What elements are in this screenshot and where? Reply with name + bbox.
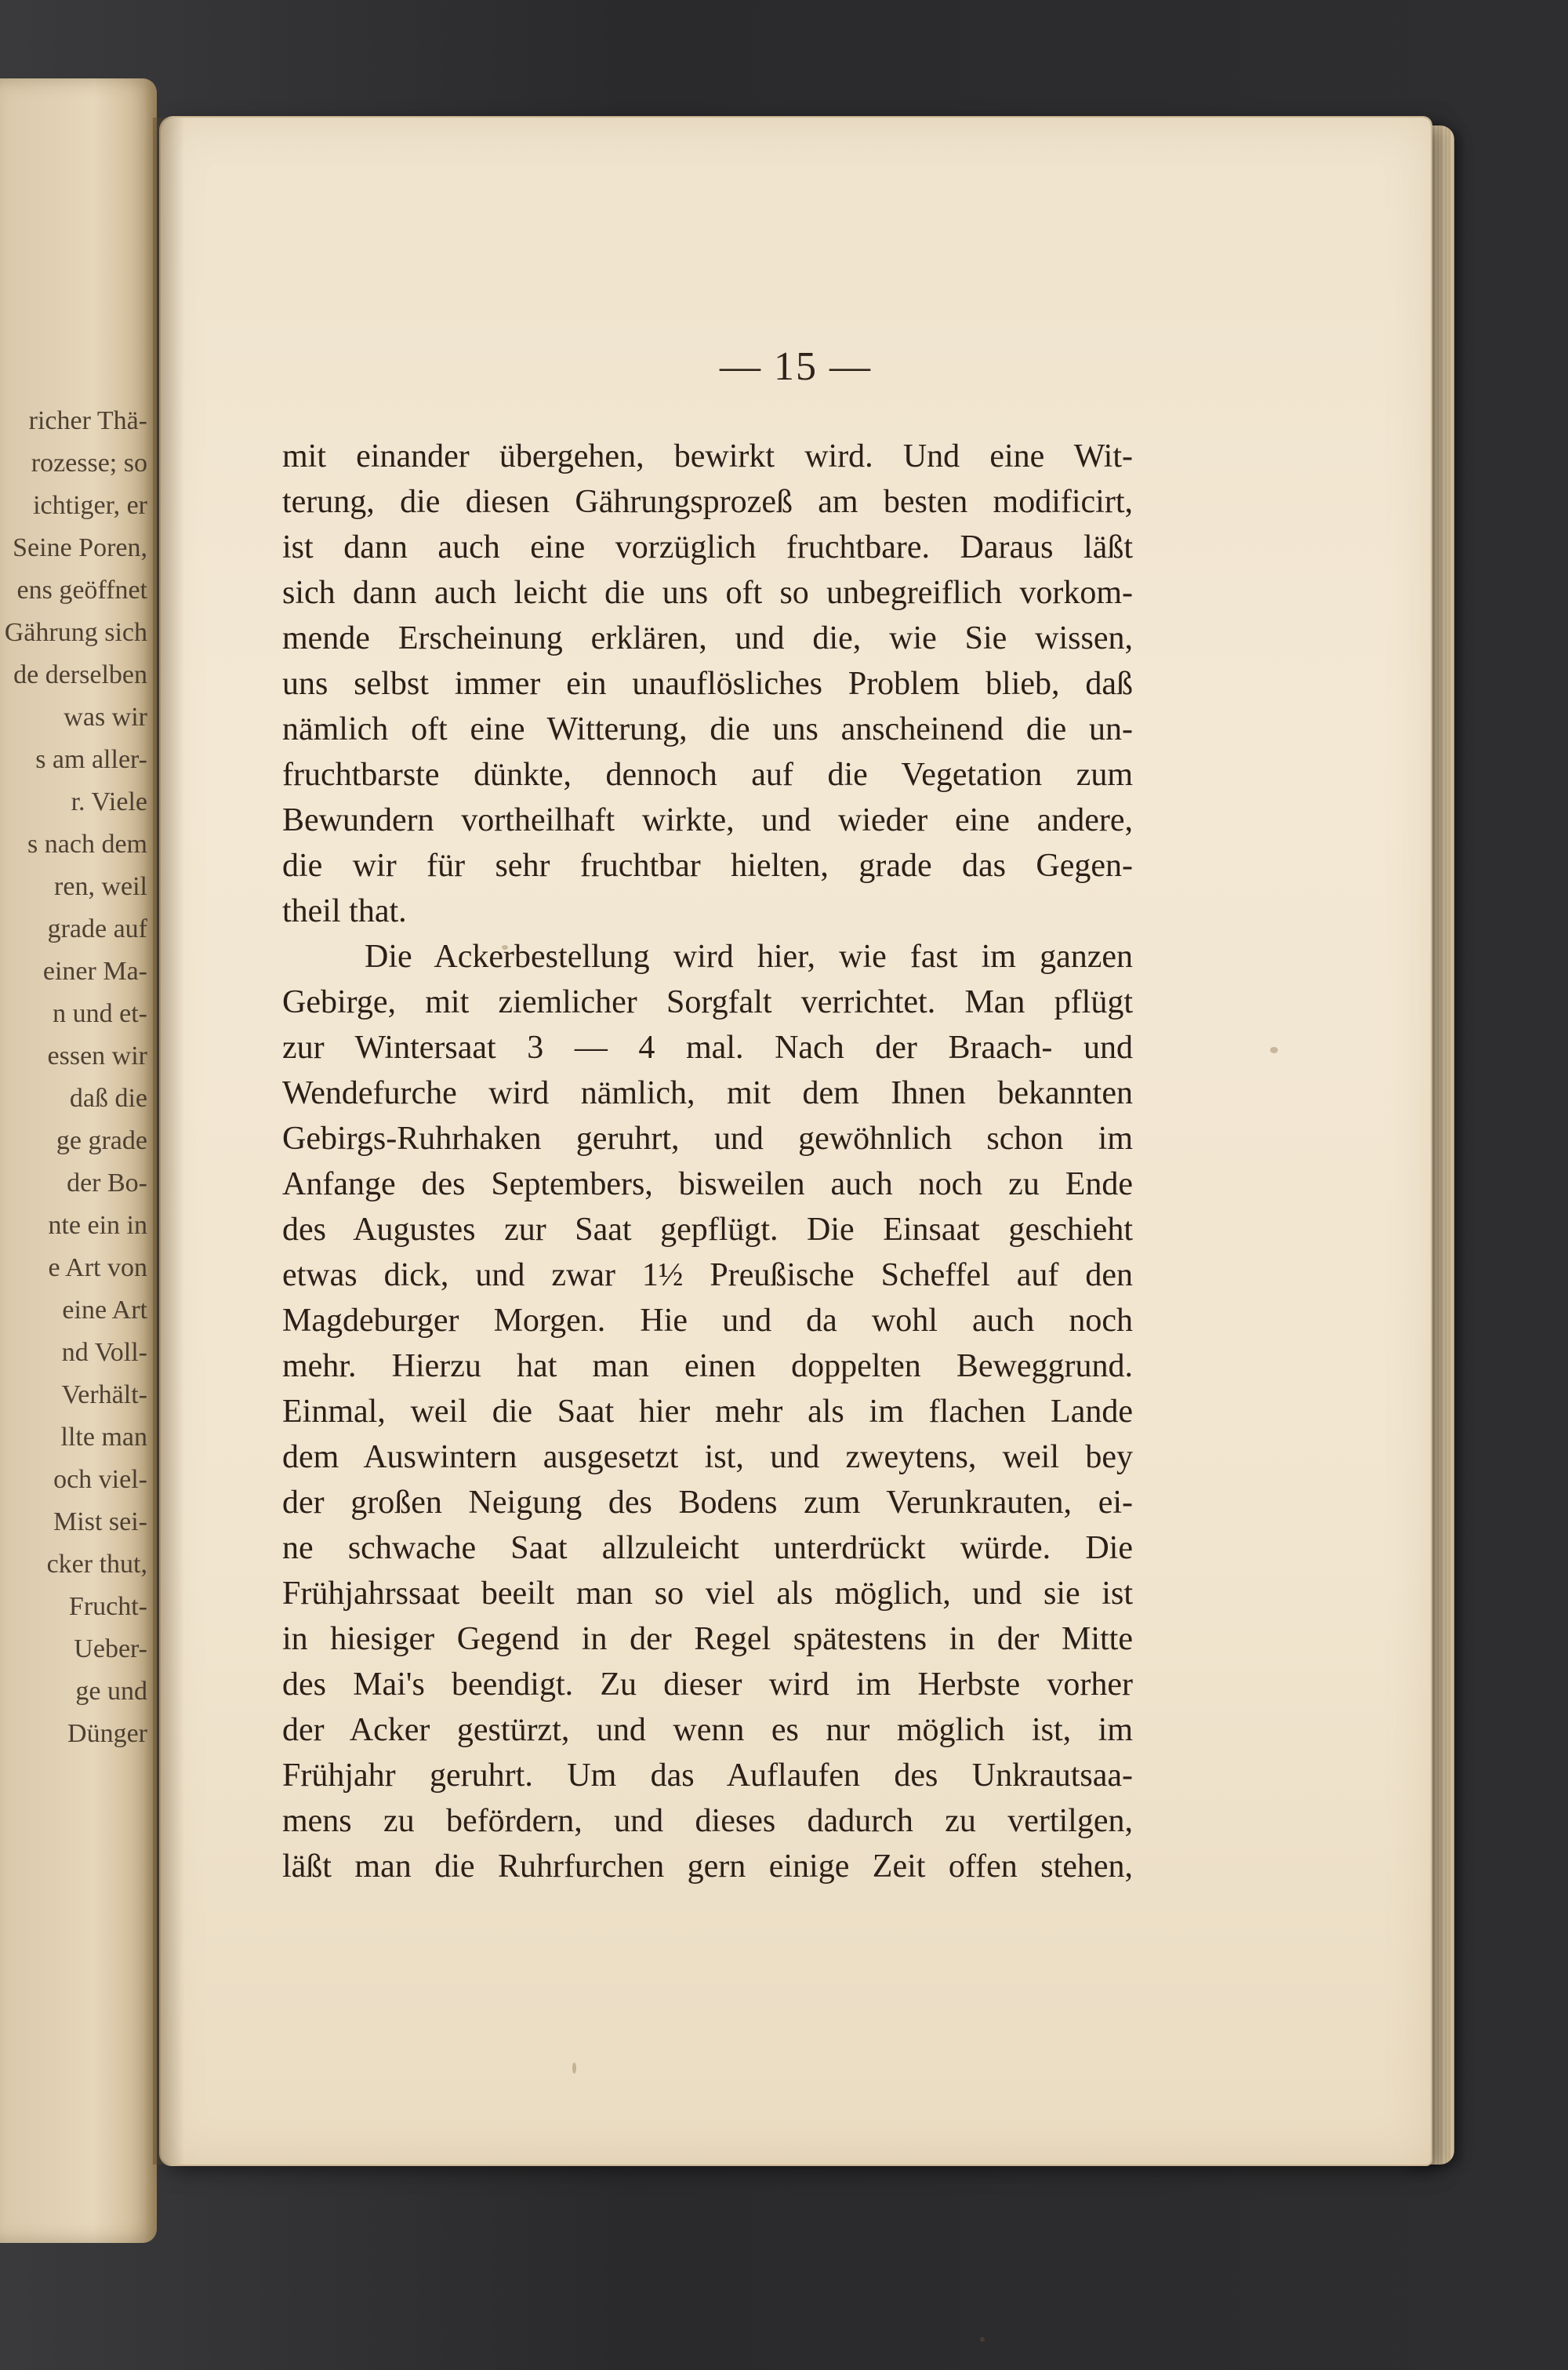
left-page-line: Verhält- [61,1380,147,1409]
left-page-line: cker thut, [46,1550,147,1579]
text-line: der Acker gestürzt, und wenn es nur möglich ist, im [282,1712,1133,1748]
page-gutter-shadow [153,118,184,2165]
left-page-line: s nach dem [27,830,147,859]
left-page-line: r. Viele [71,787,147,816]
left-page-line: de derselben [13,660,147,689]
text-line: Gebirge, mit ziemlicher Sorgfalt verrichtet. Man pflügt [282,984,1133,1020]
left-page-line: rozesse; so [31,449,147,478]
text-line: mehr. Hierzu hat man einen doppelten Beweggrund. [282,1348,1133,1384]
left-page-line: ens geöffnet [16,576,147,605]
left-page-line: Gährung sich [4,618,147,647]
left-page-line: richer Thä- [28,406,147,435]
left-page-line: ichtiger, er [33,491,147,520]
left-page-line: nd Voll- [61,1338,147,1367]
left-facing-page [0,78,157,2243]
text-line: mende Erscheinung erklären, und die, wie Sie wissen, [282,620,1133,656]
text-line: Anfange des Septembers, bisweilen auch noch zu Ende [282,1166,1133,1202]
text-line: Bewundern vortheilhaft wirkte, und wieder eine andere, [282,802,1133,838]
left-page-line: n und et- [53,999,147,1028]
left-page-line: Dünger [67,1719,147,1748]
left-page-line: Frucht- [68,1592,147,1621]
text-line: des Augustes zur Saat gepflügt. Die Einsaat geschieht [282,1212,1133,1248]
text-line: theil that. [282,893,407,929]
text-line: fruchtbarste dünkte, dennoch auf die Vegetation zum [282,757,1133,793]
left-page-line: ge grade [56,1126,147,1155]
left-page-line: Seine Poren, [13,533,147,562]
text-line: Gebirgs-Ruhrhaken geruhrt, und gewöhnlich schon im [282,1121,1133,1157]
left-page-line: ren, weil [54,872,147,901]
left-page-line: grade auf [47,914,147,943]
left-page-line: daß die [69,1084,147,1113]
left-page-line: der Bo- [67,1169,147,1198]
text-line: sich dann auch leicht die uns oft so unbegreiflich vorkom- [282,575,1133,611]
text-line: uns selbst immer ein unauflösliches Problem blieb, daß [282,666,1133,702]
text-line: in hiesiger Gegend in der Regel spätestens in der Mitte [282,1621,1133,1657]
left-page-line: einer Ma- [42,957,147,986]
paper-speck [980,2337,985,2342]
text-line: ne schwache Saat allzuleicht unterdrückt würde. Die [282,1530,1133,1566]
text-line: zur Wintersaat 3 — 4 mal. Nach der Braach- und [282,1030,1133,1066]
text-line: mens zu befördern, und dieses dadurch zu vertilgen, [282,1803,1133,1839]
text-line: nämlich oft eine Witterung, die uns anscheinend die un- [282,711,1133,747]
text-line: mit einander übergehen, bewirkt wird. Und eine Wit- [282,438,1133,474]
left-page-line: s am aller- [35,745,147,774]
text-line: die wir für sehr fruchtbar hielten, grade das Gegen- [282,848,1133,884]
left-page-line: ge und [75,1677,147,1706]
left-page-line: Mist sei- [53,1507,147,1536]
text-line: Die Ackerbestellung wird hier, wie fast im ganzen [365,939,1133,975]
left-page-line: nte ein in [48,1211,147,1240]
paper-speck [572,2063,576,2074]
text-line: etwas dick, und zwar 1½ Preußische Scheffel auf den [282,1257,1133,1293]
text-line: läßt man die Ruhrfurchen gern einige Zeit offen stehen, [282,1848,1133,1885]
text-line: Frühjahr geruhrt. Um das Auflaufen des Unkrautsaa- [282,1758,1133,1794]
left-page-line: e Art von [48,1253,147,1282]
text-line: Magdeburger Morgen. Hie und da wohl auch noch [282,1303,1133,1339]
left-page-line: was wir [64,703,147,732]
left-page-line: och viel- [53,1465,147,1494]
text-line: dem Auswintern ausgesetzt ist, und zweytens, weil bey [282,1439,1133,1475]
text-line: Frühjahrssaat beeilt man so viel als möglich, und sie ist [282,1576,1133,1612]
text-line: Wendefurche wird nämlich, mit dem Ihnen bekannten [282,1075,1133,1111]
text-line: des Mai's beendigt. Zu dieser wird im Herbste vorher [282,1667,1133,1703]
page-number: — 15 — [720,344,872,389]
text-line: ist dann auch eine vorzüglich fruchtbare. Daraus läßt [282,529,1133,565]
left-page-line: Ueber- [74,1634,147,1663]
left-page-line: essen wir [47,1041,147,1070]
text-line: terung, die diesen Gährungsprozeß am besten modificirt, [282,484,1133,520]
text-line: der großen Neigung des Bodens zum Verunkrauten, ei- [282,1485,1133,1521]
text-line: Einmal, weil die Saat hier mehr als im flachen Lande [282,1394,1133,1430]
left-page-line: eine Art [62,1296,147,1325]
paper-speck [1270,1047,1278,1053]
left-page-line: llte man [60,1423,147,1452]
